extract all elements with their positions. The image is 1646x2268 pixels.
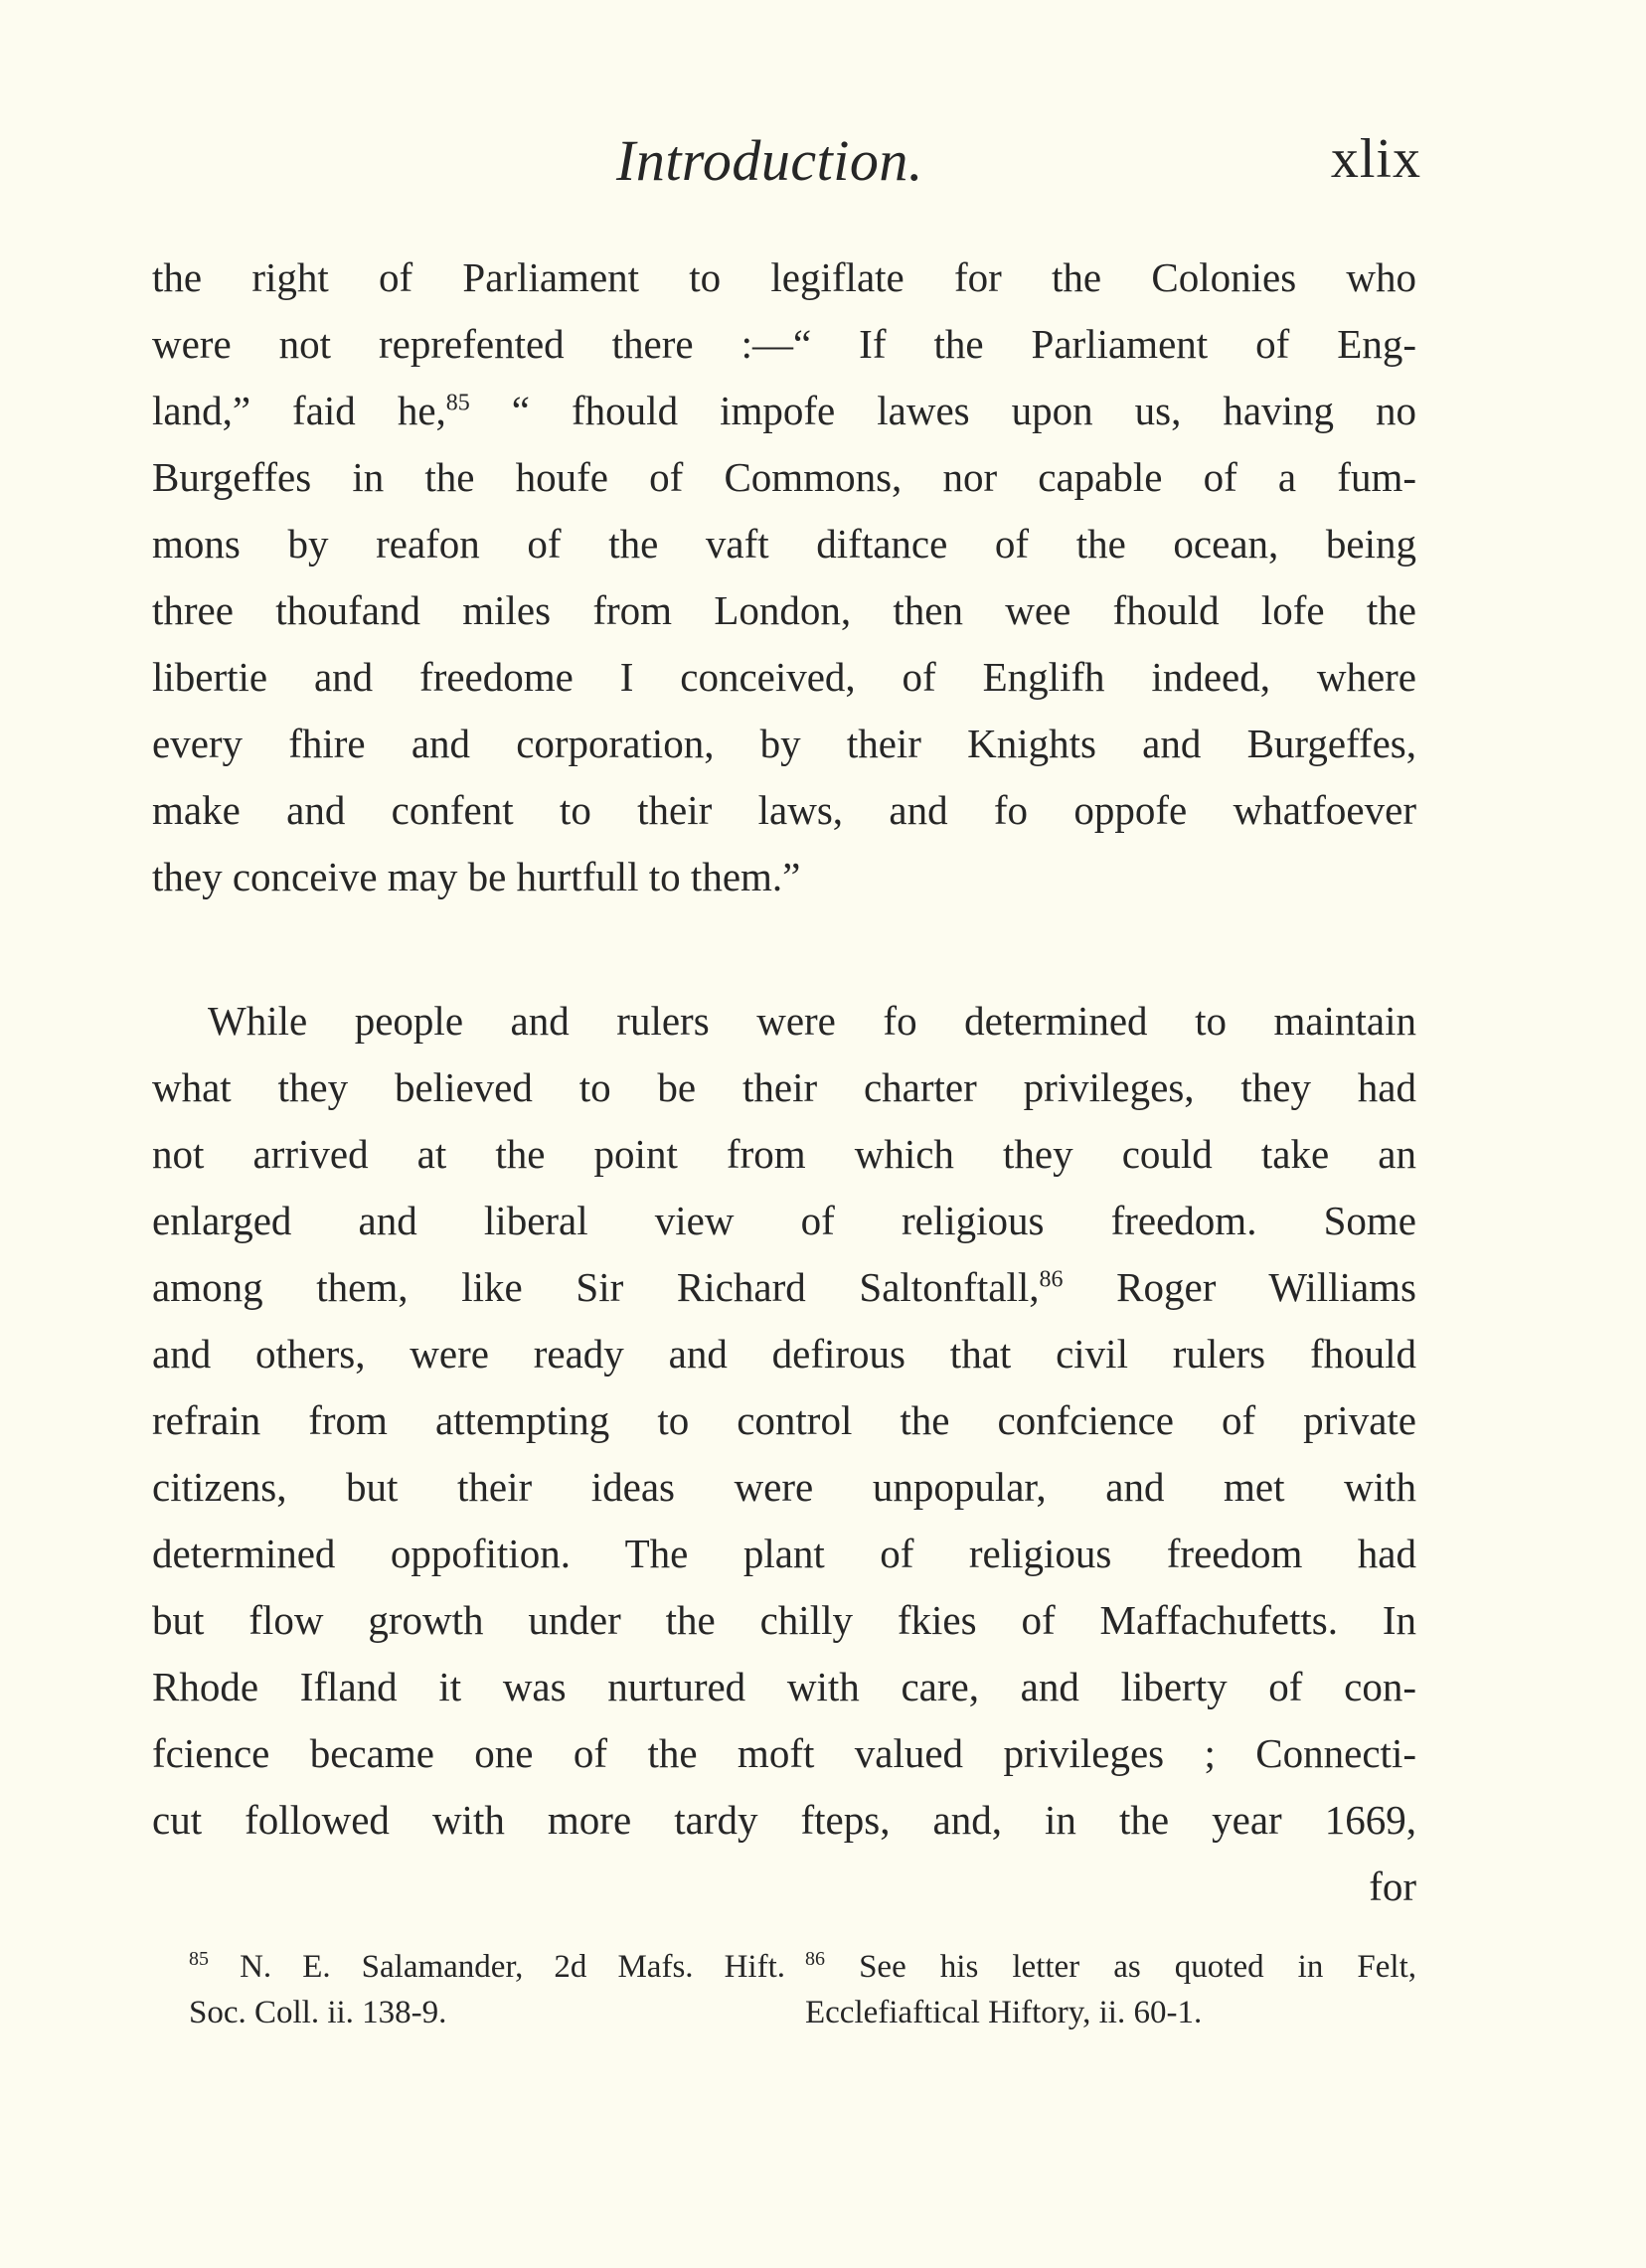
- text-line: and others, were ready and defirous that civil rulers fhould: [152, 1331, 1416, 1377]
- text-line: While people and rulers were fo determined to maintain: [208, 998, 1416, 1044]
- text-line: Rhode Ifland it was nurtured with care, and liberty of con-: [152, 1664, 1416, 1709]
- footnotes: [189, 1944, 1416, 2043]
- text-line: refrain from attempting to control the confcience of private: [152, 1397, 1416, 1443]
- text-line: libertie and freedome I conceived, of Englifh indeed, where: [152, 654, 1416, 700]
- text-line: the right of Parliament to legiflate for the Colonies who: [152, 254, 1416, 300]
- paragraph-2: [152, 988, 1416, 1920]
- footnote-86: [805, 1944, 1416, 2035]
- page-number: xlix: [1330, 128, 1421, 190]
- footnote-text: N. E. Salamander, 2d Mafs. Hift.: [240, 1949, 785, 1985]
- text-line: three thoufand miles from London, then wee fhould lofe the: [152, 587, 1416, 633]
- text-line: every fhire and corporation, by their Knights and Burgeffes,: [152, 721, 1416, 766]
- text-line: they conceive may be hurtfull to them.”: [152, 854, 801, 899]
- text-line: mons by reafon of the vaft diftance of the ocean, being: [152, 521, 1416, 567]
- text-line: cut followed with more tardy fteps, and, in the year 1669,: [152, 1797, 1416, 1843]
- footnote-line: [805, 1944, 1416, 1990]
- catchword: for: [1369, 1863, 1416, 1909]
- footnote-ref-86: 86: [1039, 1266, 1064, 1293]
- text-line: citizens, but their ideas were unpopular, and met with: [152, 1464, 1416, 1510]
- text-segment: Roger Williams: [1063, 1264, 1416, 1310]
- footnote-85: [189, 1944, 785, 2035]
- footnote-number: 85: [189, 1948, 209, 1970]
- text-line: were not reprefented there :—“ If the Parliament of Eng-: [152, 321, 1416, 367]
- text-line: fcience became one of the moft valued privileges ; Connecti-: [152, 1730, 1416, 1776]
- text-segment: “ fhould impofe lawes upon us, having no: [469, 388, 1416, 433]
- text-line: determined oppofition. The plant of religious freedom had: [152, 1531, 1416, 1576]
- text-line: enlarged and liberal view of religious freedom. Some: [152, 1198, 1416, 1243]
- footnote-line: [189, 1944, 785, 1990]
- text-line: not arrived at the point from which they could take an: [152, 1131, 1416, 1177]
- footnote-ref-85: 85: [445, 390, 470, 416]
- text-line: make and confent to their laws, and fo oppofe whatfoever: [152, 787, 1416, 833]
- paragraph-1: [152, 244, 1416, 910]
- running-head: [616, 127, 1421, 217]
- text-line: [152, 378, 1416, 444]
- text-segment: among them, like Sir Richard Saltonftall,: [152, 1264, 1040, 1310]
- text-line: Burgeffes in the houfe of Commons, nor capable of a fum-: [152, 454, 1416, 500]
- footnote-text: See his letter as quoted in Felt,: [859, 1949, 1416, 1985]
- footnote-line: Soc. Coll. ii. 138-9.: [189, 1995, 447, 2030]
- text-line: [152, 1254, 1416, 1321]
- running-title: Introduction.: [616, 128, 923, 193]
- footnote-line: Ecclefiaftical Hiftory, ii. 60-1.: [805, 1995, 1203, 2030]
- footnote-number: 86: [805, 1948, 825, 1970]
- text-line: but flow growth under the chilly fkies of Maffachufetts. In: [152, 1597, 1416, 1643]
- text-segment: land,” faid he,: [152, 388, 446, 433]
- text-line: what they believed to be their charter privileges, they had: [152, 1064, 1416, 1110]
